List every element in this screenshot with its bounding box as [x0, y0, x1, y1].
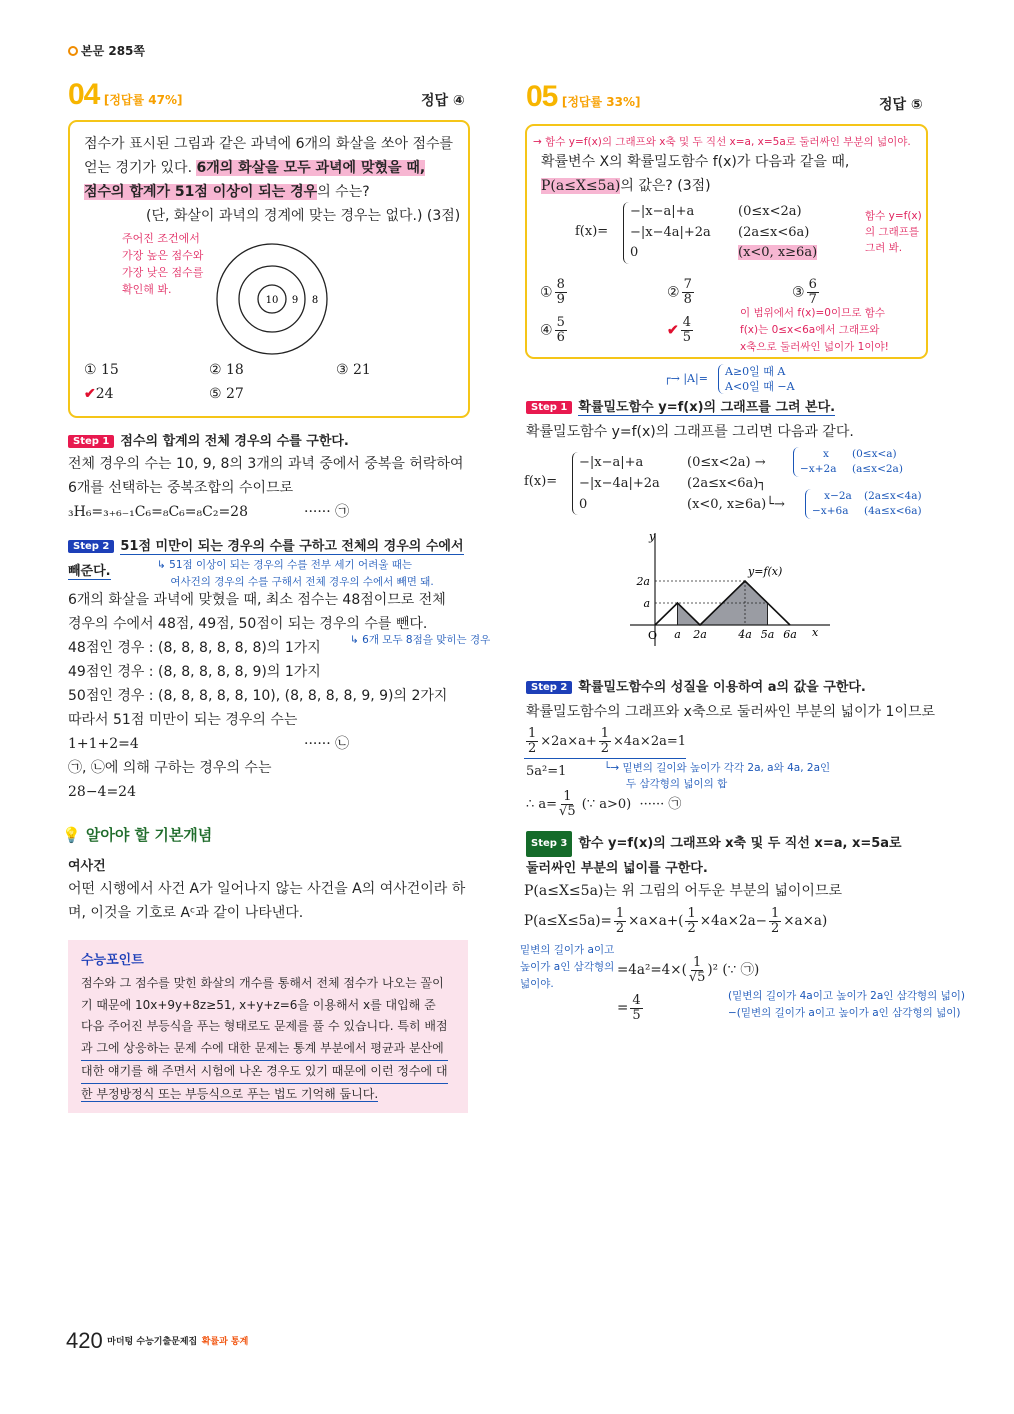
denominator: 5: [682, 330, 692, 345]
note-line: 높이가 a인 삼각형의: [520, 961, 615, 973]
q04-question: [84, 132, 460, 228]
note-line: 51점 이상이 되는 경우의 수를 전부 세기 어려울 때는: [169, 559, 413, 571]
case-range: (a≤x<2a): [852, 463, 903, 475]
choice-mark: ③: [792, 284, 805, 301]
note-line: A≥0일 때 A: [725, 365, 786, 378]
step-title: 둘러싸인 부분의 넓이를 구한다.: [526, 861, 708, 876]
note-line: 여사건의 경우의 수를 구해서 전체 경우의 수에서 빼면 돼.: [170, 576, 434, 588]
step-title: 확률밀도함수의 성질을 이용하여 a의 값을 구한다.: [578, 680, 866, 695]
note-line: x축으로 둘러싸인 넓이가 1이야!: [740, 341, 889, 353]
choice-mark: ①: [540, 284, 553, 301]
solution-line: 확률밀도함수의 그래프와 x축으로 둘러싸인 부분의 넓이가 1이므로: [526, 704, 936, 720]
split-1: [793, 447, 903, 477]
note-line: 함수 y=f(x)의 그래프와 x축 및 두 직선 x=a, x=5a로 둘러싸인 부분의 넓이야.: [545, 136, 911, 148]
note-line: 주어진 조건에서: [122, 232, 200, 245]
correct-rate: [정답률 47%]: [103, 93, 183, 107]
correct-rate: [정답률 33%]: [561, 95, 641, 109]
choice-mark: ②: [209, 362, 222, 378]
denominator: 9: [556, 292, 565, 307]
step-badge: Step 2: [68, 540, 114, 553]
q05-step2-title: [526, 676, 866, 695]
point-line: 한 부정방정식 또는 부등식으로 푸는 법도 기억해 둡니다.: [81, 1086, 379, 1101]
step-title: 점수의 합계의 전체 경우의 수를 구한다.: [120, 434, 349, 449]
solution-line: 따라서 51점 미만이 되는 경우의 수는: [68, 712, 298, 728]
numerator: 5: [556, 315, 565, 330]
y-tick-label: a: [643, 597, 650, 610]
numerator: 1: [770, 906, 780, 921]
choice-mark: ①: [84, 362, 97, 378]
eq-prob: [524, 907, 827, 936]
curve-label: y=f(x): [748, 565, 783, 578]
numerator: 1: [563, 789, 572, 804]
equation: P(a≤X≤5a)=: [524, 913, 612, 929]
question-number: 04: [68, 78, 100, 111]
q04-box: [68, 120, 470, 418]
solution-line: P(a≤X≤5a)는 위 그림의 어두운 부분의 넓이이므로: [524, 883, 843, 899]
equation: ×2a×a+: [540, 734, 597, 749]
note-line: 이 범위에서 f(x)=0이므로 함수: [740, 307, 886, 319]
choice-mark: ⑤: [209, 386, 222, 402]
equation: ×a×a+(: [628, 913, 684, 929]
note-line: A<0일 때 −A: [725, 380, 795, 393]
point-line: 대한 얘기를 해 주면서 시험에 나온 경우도 있기 때문에 이런 정수에 대: [81, 1061, 448, 1084]
question-number: 05: [526, 80, 558, 113]
note-line: 밑변의 길이와 높이가 각각 2a, a와 4a, 2a인: [622, 762, 831, 774]
q05-box: [525, 124, 928, 359]
concept-body: [68, 877, 465, 925]
condition: (단, 화살이 과녁의 경계에 맞는 경우는 없다.) (3점): [146, 208, 461, 224]
highlight: 6개의 화살을 모두 과녁에 맞혔을 때,: [196, 160, 426, 176]
concept-title: [62, 824, 212, 845]
numerator: 1: [687, 906, 696, 921]
choice-5[interactable]: [667, 316, 695, 345]
denominator: 7: [808, 292, 817, 307]
q05-piecewise: [575, 202, 817, 264]
case-range: (4a≤x<6a): [864, 505, 922, 517]
choice-mark: ③: [336, 362, 349, 378]
note-line: 6개 모두 8점을 맞히는 경우: [362, 634, 491, 646]
x-tick-label: 5a: [760, 628, 775, 641]
step-badge: Step 3: [526, 831, 572, 857]
denominator: 2: [528, 741, 537, 756]
case-expr: x: [823, 448, 829, 460]
note-line: 가장 낮은 점수를: [122, 266, 204, 279]
choice-5[interactable]: [209, 386, 244, 402]
source-ref-text: 본문 285쪽: [81, 44, 146, 58]
choice-value: 21: [353, 362, 371, 378]
note-line: 두 삼각형의 넓이의 합: [626, 778, 728, 790]
solution-line: 48점인 경우 : (8, 8, 8, 8, 8, 8)의 1가지: [68, 640, 321, 656]
numerator: 7: [683, 277, 692, 292]
case-range: (0≤x<2a): [687, 455, 751, 470]
question-line: 의 값은? (3점): [620, 178, 711, 194]
denominator: √5: [559, 804, 576, 819]
denominator: 2: [615, 921, 625, 936]
q04-header: [68, 78, 182, 112]
q05-question: [541, 150, 849, 198]
solution-line: 확률밀도함수 y=f(x)의 그래프를 그리면 다음과 같다.: [526, 424, 854, 440]
eq-result: [617, 994, 645, 1023]
note-line: 함수 y=f(x): [865, 210, 922, 222]
answer-label: 정답 ⑤: [879, 97, 923, 113]
choice-2[interactable]: [667, 278, 696, 307]
choice-4[interactable]: [540, 316, 569, 345]
note-line: 밑변의 길이가 a이고: [520, 944, 615, 956]
case-expr: −|x−4a|+2a: [630, 224, 711, 240]
question-line: 의 수는?: [317, 184, 370, 200]
case-range: (2a≤x<4a): [864, 490, 922, 502]
question-line: 확률변수 X의 확률밀도함수 f(x)가 다음과 같을 때,: [541, 154, 850, 170]
note-line: −(밑변의 길이가 a이고 높이가 a인 삼각형의 넓이): [728, 1007, 961, 1019]
numerator: 1: [615, 906, 625, 921]
choice-1[interactable]: [84, 362, 119, 378]
denominator: 2: [770, 921, 780, 936]
q05-top-note: → 함수 y=f(x)의 그래프와 x축 및 두 직선 x=a, x=5a로 둘러싸인 부분의 넓이야.: [533, 136, 911, 148]
equation-ref: ······ ㉠: [304, 504, 350, 520]
fx-label: f(x)=: [575, 224, 609, 239]
y-tick-label: 2a: [636, 575, 650, 588]
choice-value: 18: [226, 362, 244, 378]
q05-header: [526, 80, 640, 114]
checkmark-icon: ✔: [84, 386, 96, 402]
step-badge: Step 2: [526, 681, 572, 694]
x-tick-label: 4a: [738, 628, 752, 641]
numerator: 4: [632, 993, 641, 1008]
case-range: (x<0, x≥6a): [738, 245, 818, 260]
case-expr: −x+2a: [800, 463, 837, 475]
equation: ×4a×2a−: [699, 913, 767, 929]
numerator: 1: [600, 726, 610, 741]
denominator: 6: [556, 330, 565, 345]
concept-line: 며, 이것을 기호로 Aᶜ과 같이 나타낸다.: [68, 905, 304, 921]
x-tick-label: a: [674, 628, 681, 641]
case-expr: 0: [579, 497, 588, 512]
numerator: 1: [692, 955, 702, 970]
equation: )² (∵ ㉠): [707, 962, 760, 978]
y-axis-label: y: [649, 530, 656, 543]
concept-subtitle: 여사건: [68, 859, 106, 874]
case-expr: 0: [630, 245, 639, 260]
solution-line: 28−4=24: [68, 784, 136, 800]
case-expr: −x+6a: [812, 505, 849, 517]
q04-min-note: ↳ 6개 모두 8점을 맞히는 경우: [350, 634, 491, 646]
step-badge: Step 1: [526, 401, 572, 414]
denominator: √5: [688, 970, 706, 985]
case-range: (x<0, x≥6a): [687, 497, 767, 512]
note-line: 의 그래프를: [865, 226, 920, 238]
note-line: 가장 높은 점수와: [122, 249, 204, 262]
step-title: 빼준다.: [68, 564, 111, 579]
choice-mark: ②: [667, 284, 680, 301]
case-range: (2a≤x<6a): [687, 476, 759, 491]
source-ref: [68, 42, 145, 59]
target-label: 8: [311, 295, 319, 306]
equation: ×4a×2a=1: [613, 734, 687, 749]
note-line: (밑변의 길이가 4a이고 높이가 2a인 삼각형의 넓이): [728, 990, 966, 1002]
subject-title: 확률과 통계: [201, 1337, 249, 1347]
left-note: [520, 942, 614, 993]
target-diagram: [213, 240, 331, 358]
x-axis-label: x: [812, 626, 819, 639]
eq-area: [524, 727, 686, 759]
case-range: (2a≤x<6a): [738, 224, 810, 240]
q05-step3-title: [526, 831, 902, 881]
footer: [66, 1328, 248, 1354]
area-note: └→ 밑변의 길이와 높이가 각각 2a, a와 4a, 2a인 두 삼각형의 넓이의 합: [604, 762, 831, 790]
equation: 5a²=1: [526, 764, 567, 779]
q05-side-note: [865, 208, 922, 256]
solution-line: 전체 경우의 수는 10, 9, 8의 3개의 과녁 중에서 중복을 허락하여: [68, 456, 464, 472]
concept-title-text: 알아야 할 기본개념: [85, 826, 213, 844]
checkmark-icon: ✔: [667, 322, 679, 339]
note-line: 그려 봐.: [865, 242, 903, 254]
note-line: 확인해 봐.: [122, 283, 172, 296]
case-expr: x−2a: [824, 490, 852, 502]
x-tick-label: 6a: [783, 628, 797, 641]
note-line: 넓이야.: [520, 978, 554, 990]
q04-step2-note: ↳ 51점 이상이 되는 경우의 수를 전부 세기 어려울 때는 여사건의 경우의 수를 구해서 전체 경우의 수에서 빼면 돼.: [157, 559, 434, 588]
target-label: 9: [291, 295, 299, 306]
step-title: 확률밀도함수 y=f(x)의 그래프를 그려 본다.: [578, 400, 836, 415]
equation: ×a×a): [783, 913, 828, 929]
step-title: 51점 미만이 되는 경우의 수를 구하고 전체의 경우의 수에서: [120, 539, 464, 554]
point-line: 기 때문에 10x+9y+8z≥51, x+y+z=6을 이용해서 x를 대입해 준: [81, 997, 436, 1012]
solution-line: 50점인 경우 : (8, 8, 8, 8, 8, 10), (8, 8, 8, 8, 9, 9)의 2가지: [68, 688, 448, 704]
step-badge: Step 1: [68, 435, 114, 448]
equation: =: [617, 1000, 629, 1016]
denominator: 5: [632, 1008, 641, 1023]
question-line: 얻는 경기가 있다.: [84, 160, 197, 176]
concept-line: 어떤 시행에서 사건 A가 일어나지 않는 사건을 A의 여사건이라 하: [68, 881, 466, 897]
case-range: (0≤x<a): [852, 448, 897, 460]
denominator: 2: [600, 741, 610, 756]
equation-ref: ······ ㉡: [304, 736, 350, 752]
solution-line: 경우의 수에서 48점, 49점, 50점이 되는 경우의 수를 뺀다.: [68, 616, 428, 632]
point-title: 수능포인트: [81, 953, 144, 968]
q04-step1: [68, 430, 463, 524]
page-number: 420: [66, 1328, 103, 1353]
case-expr: −|x−a|+a: [579, 455, 644, 470]
highlight: 점수의 합계가 51점 이상이 되는 경우: [84, 184, 318, 200]
choice-value: 15: [101, 362, 119, 378]
note-line: f(x)는 0≤x<6a에서 그래프와: [740, 324, 880, 336]
choice-value: 27: [226, 386, 244, 402]
density-graph: [620, 528, 835, 648]
eq-a: [526, 790, 681, 819]
answer-label: 정답 ④: [421, 93, 465, 109]
case-expr: −|x−4a|+2a: [579, 476, 660, 491]
choice-mark: ④: [540, 322, 553, 339]
equation: =4a²=4×(: [617, 962, 687, 978]
point-line: 다음 주어진 부등식을 푸는 형태로도 문제를 풀 수 있습니다. 특히 배점: [81, 1019, 448, 1034]
point-box: [68, 940, 468, 1113]
highlight: P(a≤X≤5a): [541, 178, 621, 194]
step-title: 함수 y=f(x)의 그래프와 x축 및 두 직선 x=a, x=5a로: [578, 836, 902, 851]
x-tick-label: 2a: [693, 628, 707, 641]
right-note: [728, 988, 965, 1022]
abs-note: ┌→ |A|= A≥0일 때 A A<0일 때 −A: [664, 365, 795, 393]
solution-line: 49점인 경우 : (8, 8, 8, 8, 8, 9)의 1가지: [68, 664, 321, 680]
denominator: 8: [683, 292, 692, 307]
fx-label: f(x)=: [524, 474, 558, 489]
origin-label: O: [648, 629, 658, 642]
point-body: [81, 973, 448, 1105]
solution-line: ₃H₆=₃₊₆₋₁C₆=₈C₆=₈C₂=28: [68, 504, 248, 520]
numerator: 4: [682, 315, 692, 330]
choice-value: 24: [95, 386, 114, 402]
choice-3[interactable]: [336, 362, 371, 378]
case-range: (0≤x<2a): [738, 204, 802, 219]
q04-step2-body: [68, 588, 447, 804]
q04-note: [122, 230, 203, 298]
note-line: |A|=: [683, 372, 708, 385]
equation-ref: ······ ㉠: [639, 797, 682, 812]
numerator: 8: [556, 277, 565, 292]
numerator: 1: [528, 726, 537, 741]
solution-line: 1+1+2=4: [68, 736, 139, 752]
q05-piecewise-solution: f(x)= −|x−a|+a (0≤x<2a) → −|x−4a|+2a (2a≤x<6a)┐ 0 (x<0, x≥6a)└→: [524, 452, 785, 515]
q05-step1-title: [526, 396, 835, 415]
eq-value: [617, 956, 759, 985]
point-line: 과 그에 상응하는 문제 수에 대한 문제는 통계 부분에서 평균과 분산에: [81, 1038, 448, 1061]
numerator: 6: [808, 277, 817, 292]
choice-2[interactable]: [209, 362, 244, 378]
choice-3[interactable]: [792, 278, 821, 307]
circle-bullet-icon: [68, 46, 78, 56]
case-expr: −|x−a|+a: [630, 204, 695, 219]
point-line: 점수와 그 점수를 맞힌 화살의 개수를 통해서 전체 점수가 나오는 꼴이: [81, 976, 444, 990]
book-title: 마더텅 수능기출문제집: [107, 1337, 198, 1347]
solution-line: 6개의 화살을 과녁에 맞혔을 때, 최소 점수는 48점이므로 전체: [68, 592, 446, 608]
solution-line: ㉠, ㉡에 의해 구하는 경우의 수는: [68, 760, 272, 776]
lightbulb-icon: 💡: [62, 826, 81, 844]
target-label: 10: [265, 295, 279, 306]
denominator: 2: [687, 921, 696, 936]
q05-zero-note: [740, 305, 889, 356]
solution-line: 6개를 선택하는 중복조합의 수이므로: [68, 480, 294, 496]
choice-1[interactable]: [540, 278, 569, 307]
choice-4[interactable]: [84, 386, 114, 402]
split-2: [805, 489, 922, 519]
question-line: 점수가 표시된 그림과 같은 과녁에 6개의 화살을 쏘아 점수를: [84, 136, 454, 152]
equation: (∵ a>0): [581, 797, 632, 812]
equation: ∴ a=: [526, 797, 558, 812]
